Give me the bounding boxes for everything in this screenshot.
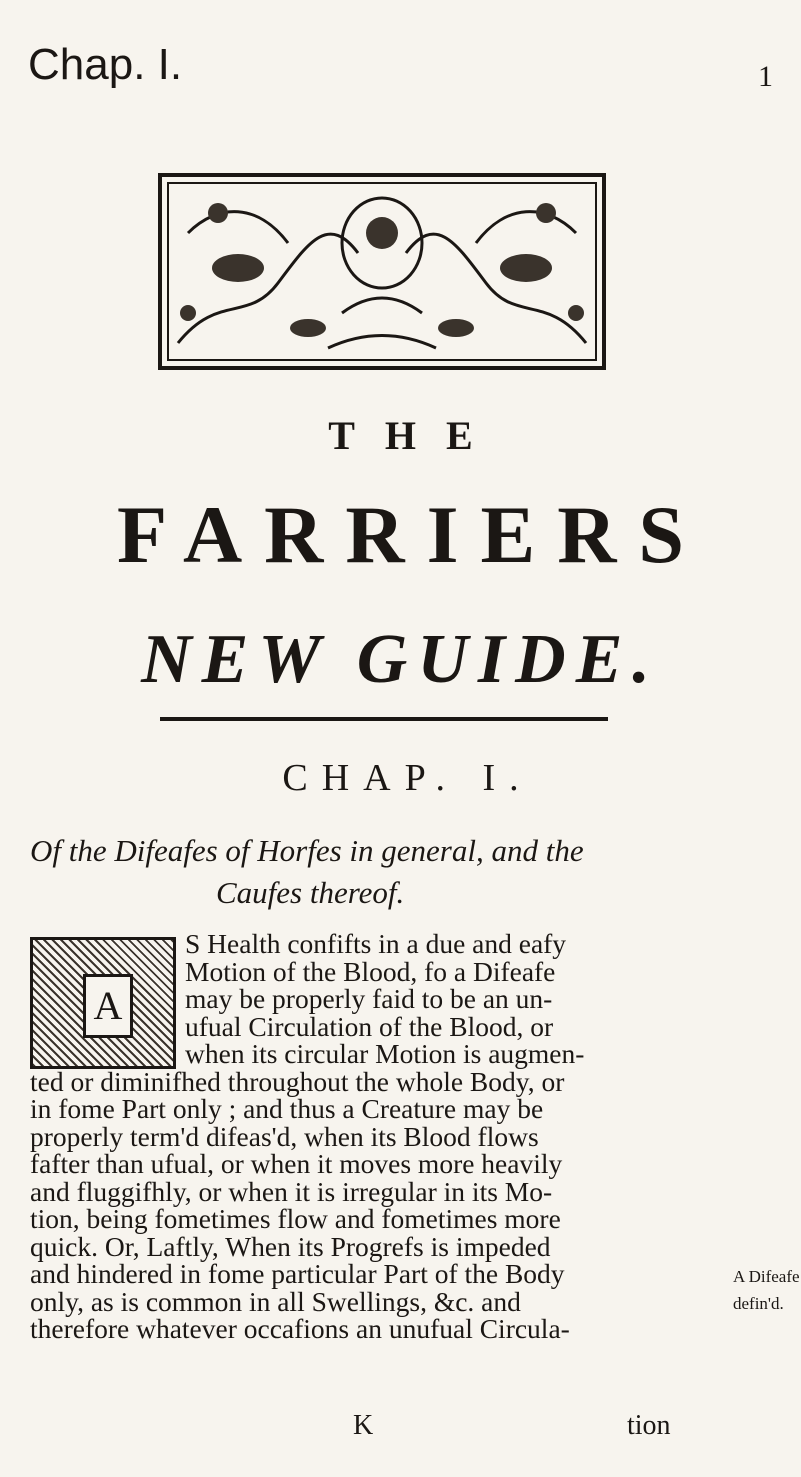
body-line: ted or diminifhed throughout the whole Body, or — [30, 1065, 565, 1097]
marginal-note-line-2: defin'd. — [733, 1294, 784, 1313]
body-line: properly term'd difeas'd, when its Blood flows — [30, 1120, 539, 1152]
body-line: tion, being fometimes flow and fometimes more — [30, 1203, 561, 1234]
chapter-heading: CHAP. I. — [282, 757, 533, 799]
body-line: fafter than ufual, or when it moves more heavily — [30, 1148, 563, 1179]
signature-mark: K — [353, 1410, 374, 1441]
chapter-title — [30, 830, 790, 914]
body-text — [30, 930, 720, 1343]
catchword: tion — [627, 1410, 671, 1441]
title-line-the: THE — [328, 413, 503, 458]
initial-letter: A — [83, 974, 133, 1038]
marginal-note-line-1: A Difeafe — [733, 1267, 800, 1286]
body-line: and hindered in fome particular Part of the Body — [30, 1258, 565, 1289]
marginal-note — [733, 1263, 800, 1317]
body-line: in fome Part only ; and thus a Creature may be — [30, 1093, 544, 1124]
body-line: may be properly faid to be an un- — [185, 983, 553, 1014]
body-line: only, as is common in all Swellings, &c. and — [30, 1285, 521, 1317]
page-number: 1 — [758, 60, 773, 93]
body-line: therefore whatever occafions an unufual Circula- — [30, 1313, 570, 1344]
body-line: quick. Or, Laftly, When its Progrefs is impeded — [30, 1230, 551, 1262]
running-head: Chap. I. — [28, 40, 183, 89]
body-line: and fluggifhly, or when it is irregular in its Mo- — [30, 1175, 553, 1207]
body-line: ufual Circulation of the Blood, or — [185, 1010, 554, 1042]
title-line-main: FARRIERS — [116, 489, 707, 580]
chapter-title-line-2: Caufes thereof. — [216, 875, 405, 910]
body-line: Motion of the Blood, fo a Difeafe — [185, 955, 556, 987]
body-line: S Health confifts in a due and eafy — [185, 928, 567, 959]
ornamental-headpiece — [158, 173, 606, 370]
section-rule — [160, 717, 608, 721]
chapter-title-line-1: Of the Difeafes of Horfes in general, and the — [30, 833, 584, 868]
title-line-sub: NEW GUIDE. — [141, 621, 660, 698]
body-line: when its circular Motion is augmen- — [185, 1038, 585, 1069]
